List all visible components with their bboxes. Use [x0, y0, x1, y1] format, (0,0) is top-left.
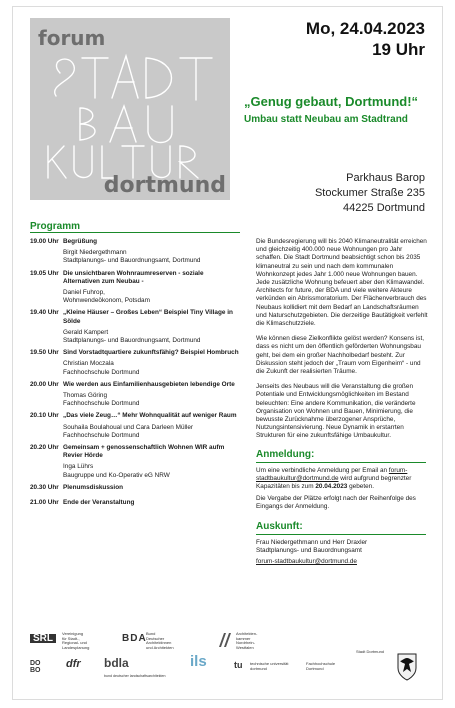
speaker-affiliation: Fachhochschule Dortmund — [63, 368, 140, 376]
program-heading: Programm — [30, 221, 81, 232]
registration-deadline: 20.04.2023 — [315, 483, 348, 491]
srl-text-line: Landesplanung — [62, 644, 90, 650]
venue-address — [315, 171, 425, 216]
eagle-crest-icon — [396, 652, 418, 682]
forum-stadtbaukultur-logo — [30, 18, 230, 200]
program-item — [30, 412, 240, 440]
akh-text-line: kammer — [236, 635, 251, 641]
program-title: Die unsichtbaren Wohnraumreserven - soziale Alternativen zum Neubau - — [63, 269, 204, 285]
sponsor-logos — [30, 632, 430, 692]
speaker-name: Daniel Fuhrop, — [63, 289, 105, 297]
bdla-text: bund deutscher landschaftsarchitekten — [104, 674, 166, 678]
speaker-affiliation: Fachhochschule Dortmund — [63, 431, 140, 439]
registration-text-before: Um eine verbindliche Anmeldung per Email an — [256, 466, 388, 474]
program-title: Sind Vorstadtquartiere zukunftsfähig? Beispiel Hombruch — [63, 349, 239, 357]
info-contact: Frau Niedergethmann und Herr Draxler — [256, 538, 368, 546]
venue-street: Stockumer Straße 235 — [314, 187, 425, 199]
registration-text-mid: wird aufgrund begrenzter Kapazitäten bis zum — [256, 474, 412, 491]
bda-text-line: und Architekten — [146, 644, 174, 650]
speaker-name: Christian Moczala — [63, 360, 114, 368]
program-title: Wie werden aus Einfamilienhausgebieten lebendige Orte — [63, 380, 235, 388]
tu-logo: tu — [234, 660, 243, 670]
program-item — [30, 238, 240, 266]
bda-text-line: Bund — [146, 631, 156, 636]
speaker-name: Souhaila Boulahoual und Cara Darleen Müller — [63, 423, 194, 431]
program-item — [30, 349, 240, 377]
info-email-link[interactable]: forum-stadtbaukultur@dortmund.de — [256, 558, 357, 566]
speaker-affiliation: Baugruppe und Ko-Operativ eG NRW — [63, 471, 170, 479]
registration-text-after: gebeten. — [349, 483, 375, 491]
program-time: 20.10 Uhr — [30, 412, 59, 420]
speaker-affiliation: Fachhochschule Dortmund — [63, 400, 140, 408]
akh-text-line: Westfalen — [236, 644, 254, 650]
event-date: Mo, 24.04.2023 — [305, 19, 425, 38]
tu-text-line: dortmund — [250, 665, 267, 671]
speaker-name: Inga Lührs — [63, 463, 94, 471]
registration-email-link[interactable]: forum-stadtbaukultur@dortmund.de — [256, 466, 408, 482]
info-heading: Auskunft: — [256, 520, 303, 532]
speaker-name: Thomas Göring — [63, 392, 108, 400]
fh-text-line: Fachhochschule — [306, 661, 336, 666]
dfr-logo: dfr — [66, 658, 81, 670]
program-title: „Kleine Häuser – Großes Leben“ Beispiel Tiny Village in Sölde — [63, 309, 233, 325]
event-subheadline: Umbau statt Neubau am Stadtrand — [244, 114, 408, 125]
program-item — [30, 309, 240, 345]
registration-heading: Anmeldung: — [256, 448, 315, 460]
srl-text-line: Vereinigung — [62, 631, 84, 636]
speaker-affiliation: Stadtplanungs- und Bauordnungsamt, Dortmund — [63, 337, 201, 345]
akh-logo-icon — [218, 632, 234, 648]
program-title: Gemeinsam + genossenschaftlich Wohnen WIR aufm Revier Hörde — [63, 444, 225, 460]
registration-text — [256, 467, 428, 492]
speaker-affiliation: Stadtplanungs- und Bauordnungsamt, Dortmund — [63, 257, 201, 265]
program-title: „Das viele Zeug…“ Mehr Wohnqualität auf weniger Raum — [63, 412, 237, 420]
akh-text-line: Architekten- — [236, 631, 258, 636]
venue-city: 44225 Dortmund — [343, 202, 425, 214]
speaker-affiliation: Wohnwendeökonom, Potsdam — [63, 297, 150, 305]
bda-text-line: Architektinnen — [146, 640, 172, 646]
potential-paragraph: Jenseits des Neubaus will die Veranstaltung die großen Potentiale und Entwicklungsmöglichkeiten im Bestand beleuchten: Eine andere Kommunikation, die veränderte Organisation von Wohnen und Bauen, Minimierung, die bewusste Zurücknahme überzogener Ansprüche, Nutzungsintensivierung. Neue Dynamik in erstarrten Strukturen für eine zukunftsfähige Umbaukultur. — [256, 383, 416, 440]
description-column — [256, 238, 428, 566]
program-time: 19.40 Uhr — [30, 309, 59, 317]
program-item — [30, 499, 240, 507]
program-time: 20.30 Uhr — [30, 483, 59, 491]
program-item — [30, 270, 240, 306]
logo-dortmund-text: dortmund — [103, 173, 226, 198]
tu-text-line: technische universität — [250, 661, 289, 666]
srl-logo: SRL — [30, 634, 56, 643]
srl-text-line: für Stadt-, — [62, 635, 80, 641]
info-department: Stadtplanungs- und Bauordnungsamt — [256, 546, 362, 554]
program-divider — [30, 232, 240, 233]
program-time: 19.05 Uhr — [30, 269, 59, 277]
program-time: 21.00 Uhr — [30, 499, 59, 507]
dobo-logo: DO BO — [30, 660, 41, 674]
bdla-logo: bdla — [104, 656, 129, 670]
program-item — [30, 484, 240, 492]
registration-divider — [256, 462, 426, 463]
program-time: 19.50 Uhr — [30, 349, 59, 357]
event-time: 19 Uhr — [372, 40, 425, 59]
bda-text-line: Deutscher — [146, 635, 165, 641]
program-time: 20.00 Uhr — [30, 380, 59, 388]
program-item — [30, 381, 240, 409]
program-title: Begrüßung — [63, 238, 98, 245]
srl-text-line: Regional- und — [62, 640, 87, 646]
program-title: Ende der Veranstaltung — [63, 499, 135, 507]
venue-name: Parkhaus Barop — [346, 172, 425, 184]
program-time: 20.20 Uhr — [30, 444, 59, 452]
program-time: 19.00 Uhr — [30, 238, 59, 245]
speaker-name: Birgit Niedergethmann — [63, 249, 127, 257]
stadt-dortmund-label: Stadt Dortmund — [356, 649, 385, 654]
event-headline: „Genug gebaut, Dortmund!“ — [244, 94, 419, 109]
info-divider — [256, 534, 426, 535]
conflict-paragraph: Wie können diese Zielkonflikte gelöst werden? Konsens ist, dass es nicht um den öffentlich geförderten Wohnungsbau geht, bei dem ein großer Nachholbedarf besteht. Zur Diskussion steht jedoch der „Traum vom Eigenheim“ - und die Zukunft der realisierten Träume. — [256, 335, 425, 376]
intro-paragraph: Die Bundesregierung will bis 2040 Klimaneutralität erreichen und gleichzeitig 400.000 neue Wohnungen pro Jahr schaffen. Die Stadt Dortmund beabsichtigt schon bis 2035 klimaneutral zu sein und nach dem kommunalen Wohnkonzept jedes Jahr 1.000 neue Wohnungen bauen. Jede zusätzliche Wohnung befeuert aber den Klimawandel. Architects for future, der BDA und viele weitere Akteure verkünden ein Abrissmoratorium. Der Flächenverbrauch des Neubaus kollidiert mit dem Bedarf an Landschaftsräumen und Naturschutzgebieten. Die derzeitige Bautätigkeit verfehlt die Klimaschutzziele. — [256, 238, 428, 328]
program-list — [30, 238, 240, 507]
akh-text-line: Nordrhein- — [236, 640, 255, 646]
program-title: Plenumsdiskussion — [63, 483, 124, 491]
fh-text-line: Dortmund — [306, 665, 324, 671]
registration-note: Die Vergabe der Plätze erfolgt nach der Reihenfolge des Eingangs der Anmeldung. — [256, 495, 416, 511]
speaker-name: Gerald Kampert — [63, 328, 109, 336]
program-item — [30, 444, 240, 480]
logo-forum-text: forum — [38, 26, 106, 50]
bda-logo: BDA — [122, 633, 147, 644]
ils-logo: ils — [190, 653, 207, 670]
